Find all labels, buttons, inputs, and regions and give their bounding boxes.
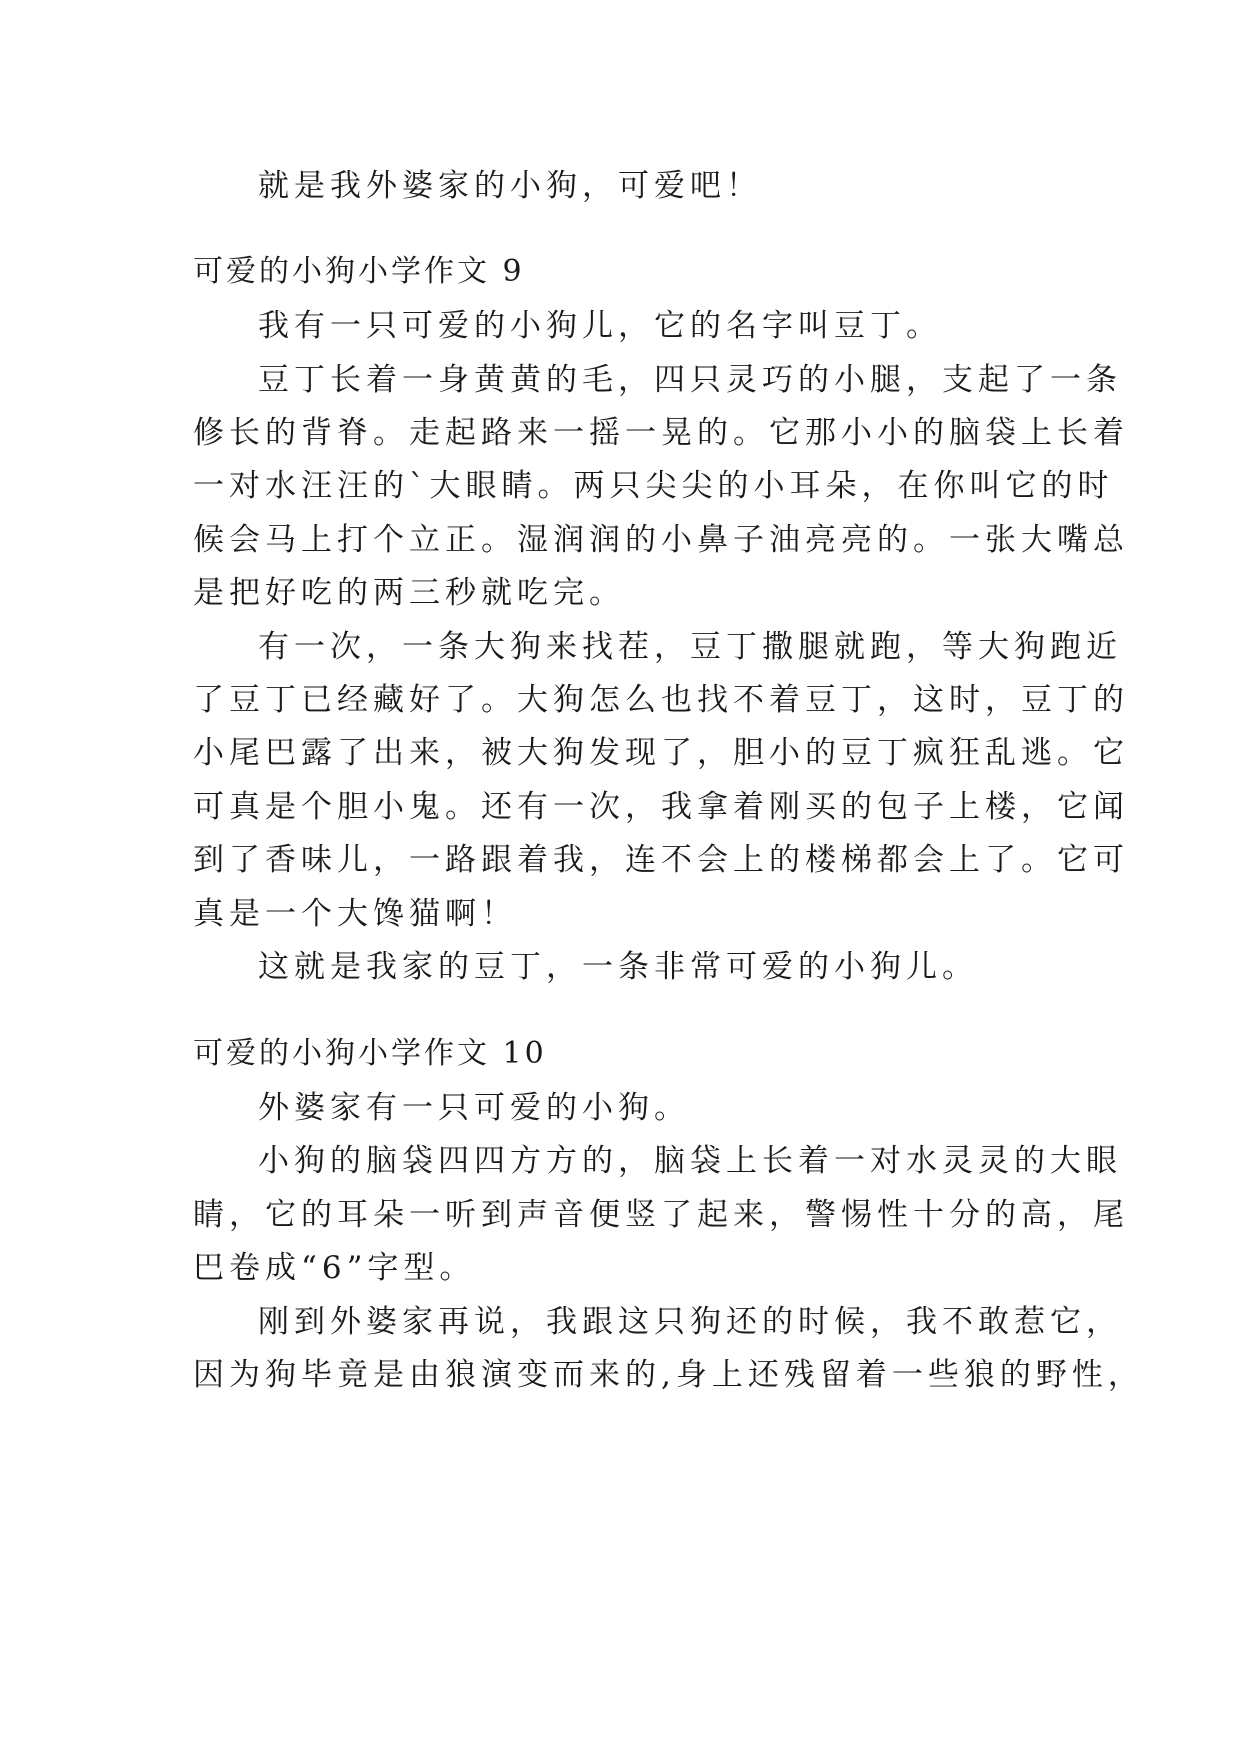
paragraph-line: 巴卷成“6”字型。 (193, 1250, 476, 1286)
paragraph-line: 是把好吃的两三秒就吃完。 (193, 575, 625, 611)
essay-heading-9: 可爱的小狗小学作文 9 (193, 254, 525, 289)
paragraph-line: 这就是我家的豆丁，一条非常可爱的小狗儿。 (258, 949, 978, 985)
paragraph-line: 因为狗毕竟是由狼演变而来的,身上还残留着一些狼的野性， (193, 1357, 1144, 1393)
paragraph-line: 我有一只可爱的小狗儿，它的名字叫豆丁。 (258, 308, 942, 344)
paragraph-line: 小尾巴露了出来，被大狗发现了，胆小的豆丁疯狂乱逃。它 (193, 735, 1129, 771)
essay-heading-10: 可爱的小狗小学作文 10 (193, 1036, 547, 1071)
paragraph-line: 刚到外婆家再说，我跟这只狗还的时候，我不敢惹它， (258, 1304, 1122, 1340)
paragraph-line: 就是我外婆家的小狗，可爱吧！ (258, 168, 762, 204)
paragraph-line: 睛，它的耳朵一听到声音便竖了起来，警惕性十分的高，尾 (193, 1197, 1129, 1233)
paragraph-line: 豆丁长着一身黄黄的毛，四只灵巧的小腿，支起了一条 (258, 362, 1122, 398)
paragraph-line: 候会马上打个立正。湿润润的小鼻子油亮亮的。一张大嘴总 (193, 522, 1129, 558)
paragraph-line: 可真是个胆小鬼。还有一次，我拿着刚买的包子上楼，它闻 (193, 789, 1129, 825)
paragraph-line: 修长的背脊。走起路来一摇一晃的。它那小小的脑袋上长着 (193, 415, 1129, 451)
paragraph-line: 有一次，一条大狗来找茬，豆丁撒腿就跑，等大狗跑近 (258, 629, 1122, 665)
paragraph-line: 真是一个大馋猫啊！ (193, 896, 517, 932)
paragraph-line: 到了香味儿，一路跟着我，连不会上的楼梯都会上了。它可 (193, 842, 1129, 878)
paragraph-line: 一对水汪汪的`大眼睛。两只尖尖的小耳朵，在你叫它的时 (193, 468, 1114, 504)
paragraph-line: 小狗的脑袋四四方方的，脑袋上长着一对水灵灵的大眼 (258, 1143, 1122, 1179)
paragraph-line: 外婆家有一只可爱的小狗。 (258, 1090, 690, 1126)
paragraph-line: 了豆丁已经藏好了。大狗怎么也找不着豆丁，这时，豆丁的 (193, 682, 1129, 718)
